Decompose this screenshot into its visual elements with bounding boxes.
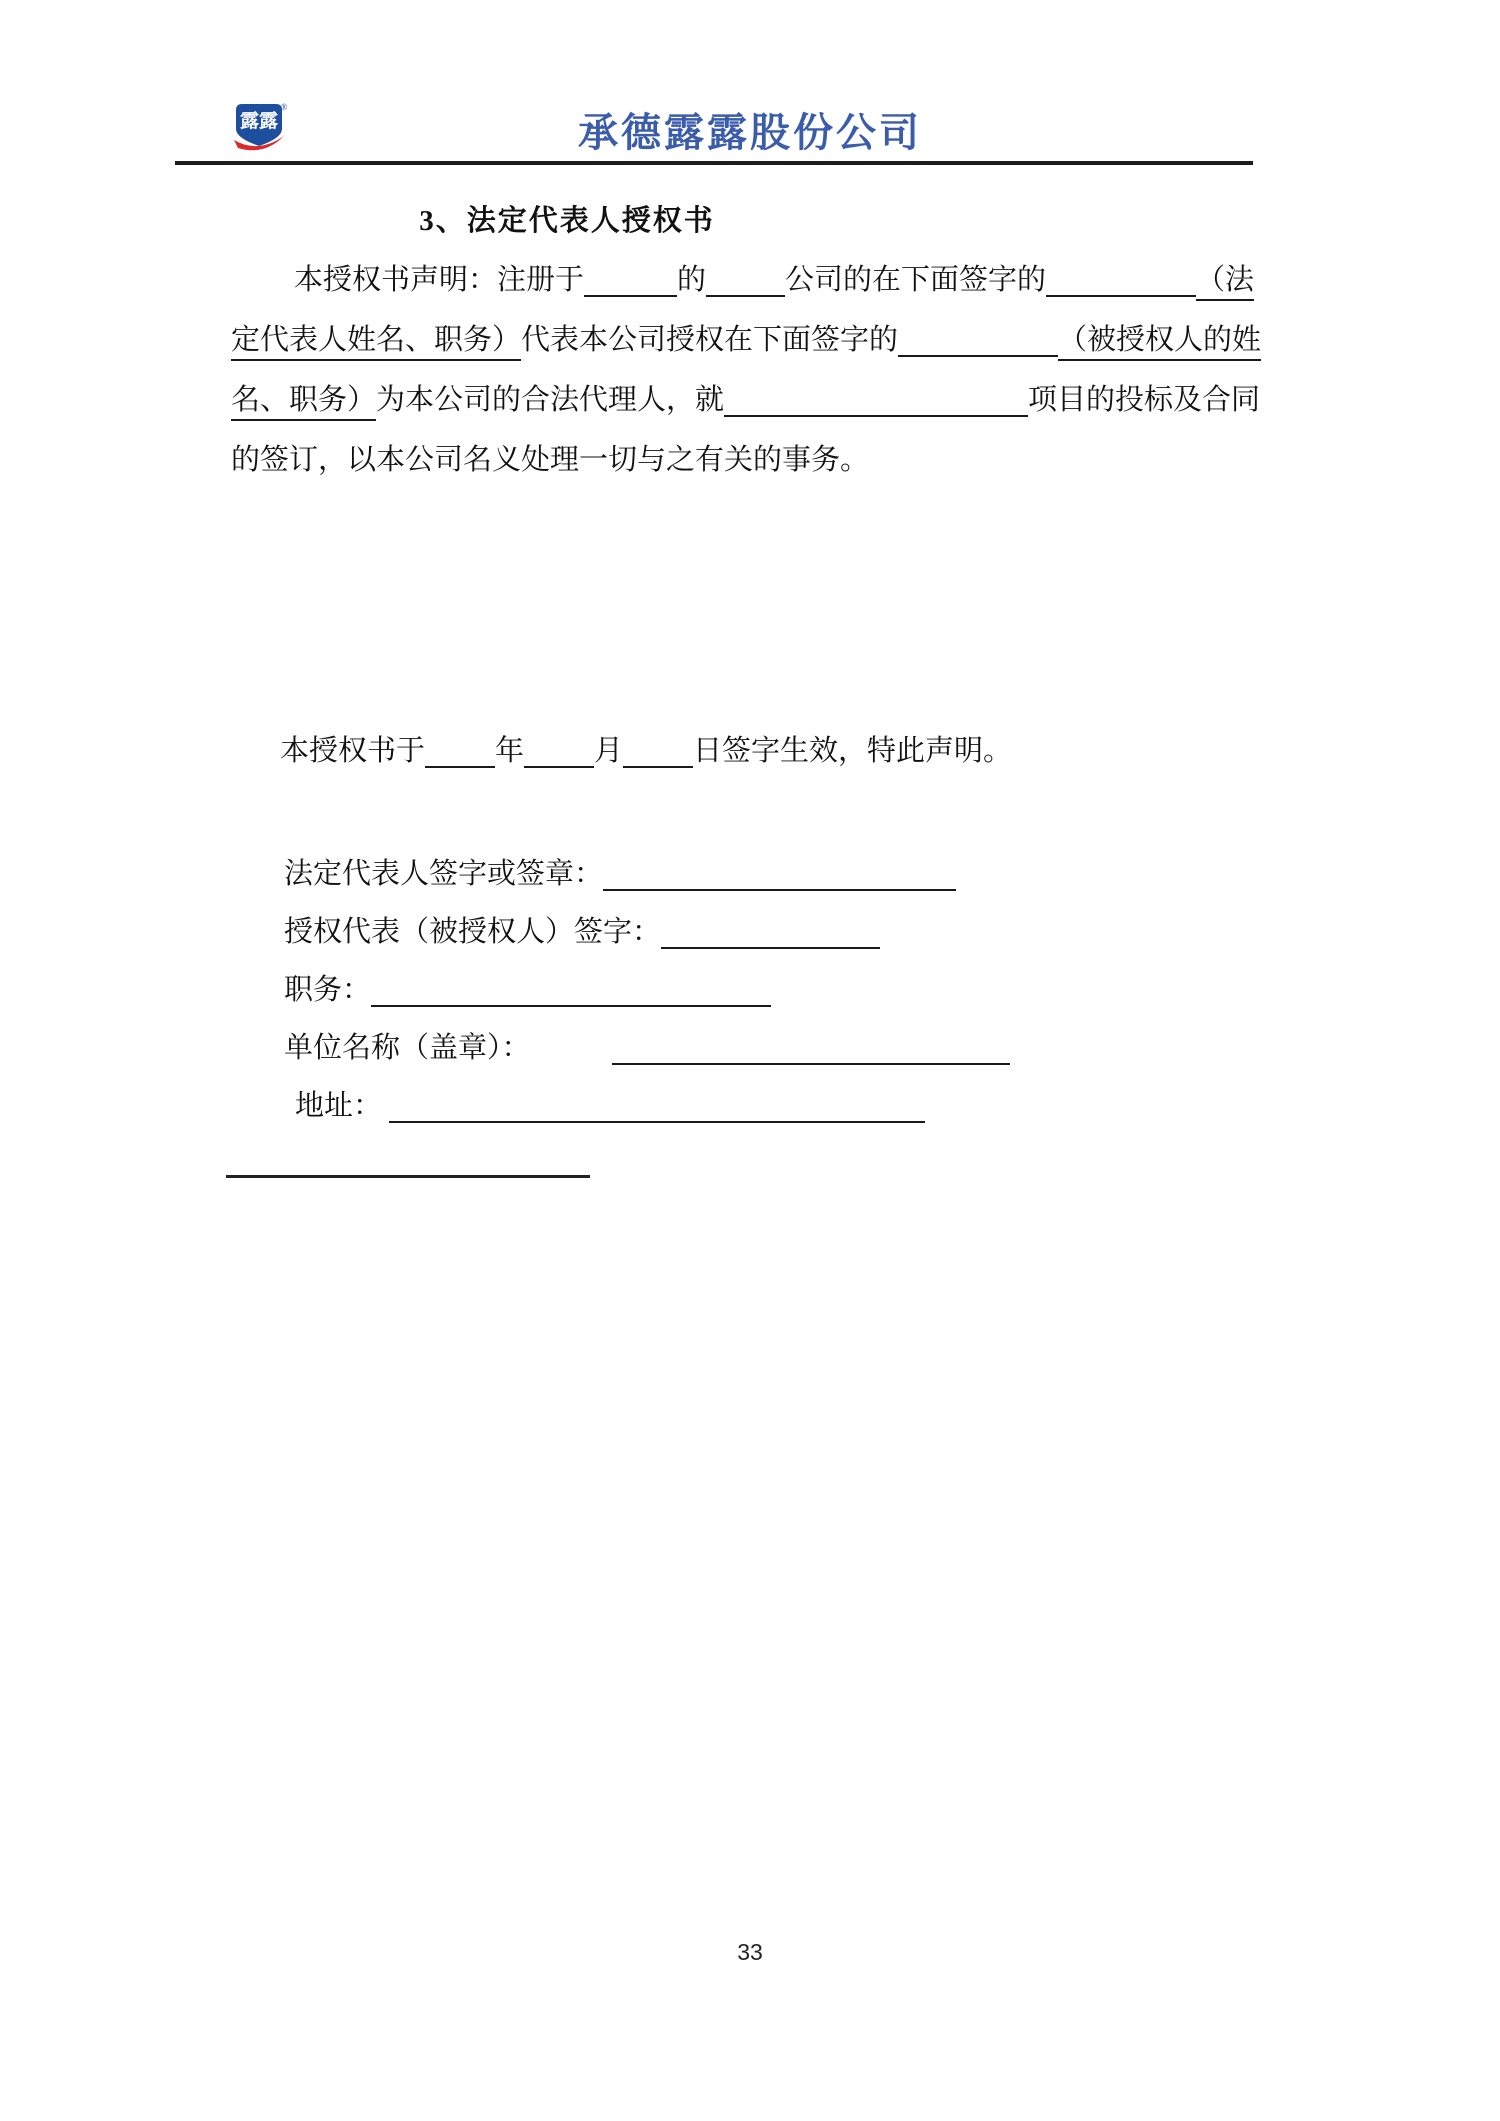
effective-text: 年 [495, 735, 525, 767]
signature-row-position [231, 961, 1271, 1019]
signature-row-company-seal [231, 1019, 1271, 1077]
blank-field-year [425, 736, 495, 768]
signature-line-address [389, 1091, 925, 1123]
signature-label: 单位名称（盖章）： [284, 1032, 531, 1064]
blank-field-agent-name [898, 325, 1058, 357]
authorization-paragraph [231, 250, 1271, 490]
blank-field-registered-place [584, 265, 677, 297]
paragraph-text: 公司的在下面签字的 [785, 264, 1047, 296]
paragraph-text: 为本公司的合法代理人，就 [376, 384, 725, 416]
paragraph-line-4 [231, 430, 1271, 490]
blank-field-company [706, 265, 785, 297]
page-number: 33 [737, 1939, 763, 1965]
signature-line-position [371, 975, 771, 1007]
paragraph-text: 的 [677, 264, 707, 296]
signature-section [231, 845, 1271, 1135]
blank-field-day [623, 736, 693, 768]
blank-field-legal-rep-name [1046, 265, 1196, 297]
logo-text: 露露 [239, 111, 279, 132]
registered-mark-icon: ® [280, 102, 288, 112]
signature-line-authorized-rep [661, 917, 880, 949]
paragraph-text: 本授权书声明：注册于 [294, 264, 585, 296]
signature-label: 法定代表人签字或签章： [284, 858, 604, 890]
header-divider [175, 161, 1253, 165]
company-name: 承德露露股份公司 [578, 110, 922, 155]
document-title: 3、法定代表人授权书 [419, 205, 715, 237]
effective-text: 日签字生效，特此声明。 [693, 735, 1013, 767]
signature-label: 地址： [295, 1090, 383, 1122]
paragraph-text: 代表本公司授权在下面签字的 [521, 324, 899, 356]
signature-label: 授权代表（被授权人）签字： [284, 916, 662, 948]
underlined-note: 定代表人姓名、职务） [231, 324, 521, 361]
blank-field-month [524, 736, 594, 768]
signature-row-authorized-rep [231, 903, 1271, 961]
trailing-signature-line [226, 1175, 590, 1178]
paragraph-line-1 [231, 250, 1271, 310]
paragraph-line-3 [231, 370, 1271, 430]
blank-field-project-name [724, 385, 1028, 417]
signature-label: 职务： [284, 974, 372, 1006]
paragraph-line-2 [231, 310, 1271, 370]
effective-text: 月 [594, 735, 624, 767]
underlined-note: 名、职务） [231, 384, 376, 421]
paragraph-text: 项目的投标及合同 [1028, 384, 1261, 416]
signature-row-address [231, 1077, 1271, 1135]
signature-line-company-seal [612, 1033, 1010, 1065]
underlined-note: （法 [1196, 264, 1254, 301]
signature-line-legal-rep [603, 859, 956, 891]
paragraph-text: 的签订，以本公司名义处理一切与之有关的事务。 [231, 444, 870, 476]
effective-date-line [231, 721, 1271, 781]
underlined-note: （被授权人的姓 [1058, 324, 1261, 361]
signature-row-legal-rep [231, 845, 1271, 903]
effective-text: 本授权书于 [280, 735, 426, 767]
